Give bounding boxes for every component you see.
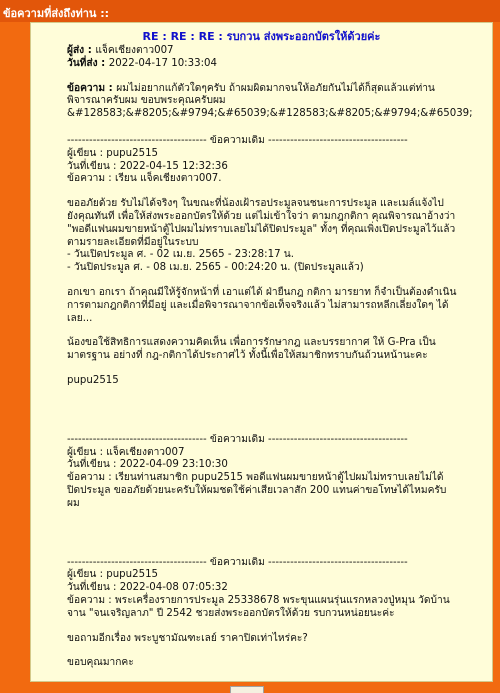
quote-line: อกเขา อกเรา ถ้าคุณมีให้รู้จักหน้าที่ เอาแต่ได้ ฝ่ายืนกฎ กติกา มารยาท ก็จำเป็นต้องดำเนิน [67,286,457,298]
message-line: ผมไม่อยากแก้ตัวใดๆครับ ถ้าผมผิดมากจนให้อภัยกันไม่ได้ก็สุดแล้วแต่ท่าน [116,82,435,94]
message-line: &#128583;&#8205;&#9794;&#65039;&#128583;&#8205;&#9794;&#65039; [67,108,473,120]
quote-author-line: ผู้เขียน : แจ็คเชียงตาว007 [67,446,185,458]
quote-date-line: วันที่เขียน : 2022-04-15 12:32:36 [67,160,228,172]
quoted-message [67,135,479,388]
quote-line: ขอถามอีกเรื่อง พระบูชามัณฑะเลย์ ราคาปิดเท่าไหร่คะ? [67,632,308,644]
quote-line: pupu2515 [67,374,119,386]
date-row: วันที่ส่ง : 2022-04-17 10:33:04 [67,57,217,69]
quote-paragraph [67,485,479,511]
quote-line: "พอดีแฟนผมขายหน้าตู้ไปผมไม่ทราบเลยไม่ได้ปิดประมูล" ทั้งๆ ที่คุณเพิ่งเปิดประมูลไว้แล้ว [67,223,456,235]
quote-message-line: ข้อความ : เรียนท่านสมาชิก pupu2515 พอดีแฟนผมขายหน้าตู้ไปผมไม่ทราบเลยไม่ได้ [67,472,444,484]
quote-author-line: ผู้เขียน : pupu2515 [67,569,159,581]
scroll-button[interactable] [230,686,264,693]
quote-paragraph [67,608,479,621]
quote-line: ผม [67,497,80,509]
quote-paragraph [67,657,479,670]
quote-paragraph [67,337,479,363]
quote-author-line: ผู้เขียน : pupu2515 [67,147,159,159]
sender-value: แจ็คเชียงตาว007 [95,45,174,56]
quote-line: ยังคุณทันที เพื่อให้ส่งพระออกบัตรให้ด้วย แต่ไม่เข้าใจว่า ตามกฎกติกา คุณพิจารณาอ้างว่า [67,210,456,222]
message-content [67,45,479,670]
sender-row: ผู้ส่ง : แจ็คเชียงตาว007 [67,45,174,56]
title-bar [0,0,500,22]
message-body: ข้อความ : ผมไม่อยากแก้ตัวใดๆครับ ถ้าผมผิดมากจนให้อภัยกันไม่ได้ก็สุดแล้วแต่ท่าน พิจารณาครับผม ขอบพระคุณครับผม &#128583;&#8205;&#9794;&#65039;&#128583;&#8205;&#9794;&#65039; [67,83,479,121]
date-value: 2022-04-17 10:33:04 [108,57,217,69]
quote-separator: -------------------------------------- ข้อความเดิม -------------------------------------- [67,134,408,146]
quote-date-line: วันที่เขียน : 2022-04-09 23:10:30 [67,459,228,471]
quote-message-line: ข้อความ : เรียน แจ็คเชียงตาว007. [67,173,222,185]
quote-line: น้องขอใช้สิทธิการแสดงความคิดเห็น เพื่อการรักษากฎ และบรรยากาศ ให้ G-Pra เป็น [67,337,436,349]
window-title: ข้อความที่ส่งถึงท่าน :: [3,7,110,20]
message-label: ข้อความ [67,82,106,94]
quote-message-line: ข้อความ : พระเครื่องรายการประมูล 25338678 พระขุนแผนรุ่นแรกหลวงปู่หมุน วัดบ้าน [67,594,450,606]
quote-paragraph [67,287,479,325]
quote-paragraph [67,633,479,646]
message-subject: RE : RE : RE : รบกวน ส่งพระออกบัตรให้ด้วยค่ะ [142,30,381,43]
quote-line: ตามรายละเอียดที่มีอยู่ในระบบ [67,236,199,248]
quote-line: จาน "จนเจริญลาภ" ปี 2542 ชวยส่งพระออกบัตรให้ด้วย รบกวนหน่อยนะค่ะ [67,607,395,619]
quote-paragraph [67,198,479,275]
quote-separator: -------------------------------------- ข้อความเดิม -------------------------------------- [67,556,408,568]
quote-line: การตามกฎกติกาที่มีอยู่ และเมื่อพิจารณาจากข้อเท็จจริงแล้ว ไม่สามารถหลีกเลี่ยงใดๆ ได้ [67,299,449,311]
quote-paragraph [67,375,479,388]
quote-separator: -------------------------------------- ข้อความเดิม -------------------------------------- [67,433,408,445]
quote-line: - วันเปิดประมูล ศ. - 02 เม.ย. 2565 - 23:28:17 น. [67,249,294,261]
quote-line: ปิดประมูล ขออภัยด้วยนะครับให้ผมชดใช้ค่าเสียเวลาสัก 200 แทนค่าขอโทษได้ไหมครับ [67,484,447,496]
quoted-message [67,434,479,511]
message-panel [30,22,493,682]
sender-label: ผู้ส่ง [67,45,85,56]
quote-line: ขออภัยด้วย รับไม่ได้จริงๆ ในขณะที่น้องเฝ้ารอประมูลจนชนะการประมูล และเมล์แจ้งไป [67,198,444,210]
quote-line: เลย... [67,312,93,324]
quoted-messages [67,135,479,670]
quote-line: - วันปิดประมูล ศ. - 08 เม.ย. 2565 - 00:24:20 น. (ปิดประมูลแล้ว) [67,262,364,274]
quote-line: ขอบคุณมากคะ [67,657,134,669]
quoted-message [67,557,479,671]
quote-line: มาตรฐาน อย่างที่ กฎ-กติกาได้ประกาศไว้ ทั้งนี้เพื่อให้สมาชิกทราบกันถ้วนหน้านะคะ [67,350,428,362]
quote-date-line: วันที่เขียน : 2022-04-08 07:05:32 [67,582,228,594]
date-label: วันที่ส่ง [67,57,98,69]
message-line: พิจารณาครับผม ขอบพระคุณครับผม [67,95,226,107]
